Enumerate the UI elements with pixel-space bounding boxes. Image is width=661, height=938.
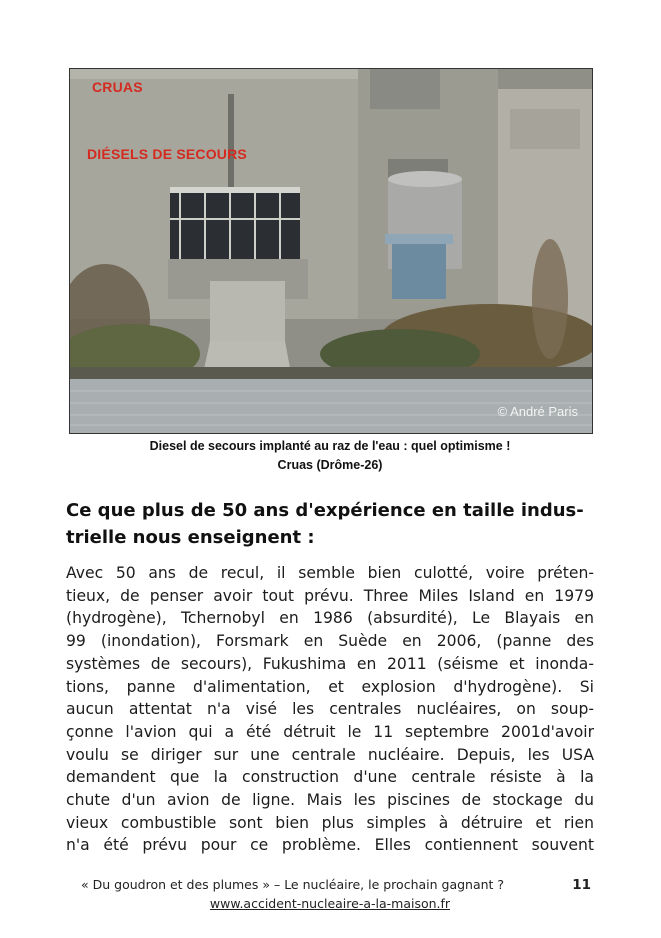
paragraph-line: n'a été prévu pour ce problème. Elles contiennent souvent <box>66 836 594 855</box>
paragraph-line: demandent que la construction d'une centrale résiste à la <box>66 768 594 787</box>
paragraph-line: voulu se diriger sur une centrale nucléaire. Depuis, les USA <box>66 745 594 764</box>
plant-photo <box>69 68 593 434</box>
heading-line: Ce que plus de 50 ans d'expérience en taille indus- <box>66 500 584 521</box>
paragraph-line: aucun attentat n'a visé les centrales nucléaires, on soup- <box>66 700 594 719</box>
paragraph-line: vieux combustible sont bien plus simples à détruire et rien <box>66 813 594 832</box>
paragraph-line: tieux, de penser avoir tout prévu. Three Miles Island en 1979 <box>66 586 594 605</box>
caption-line: Cruas (Drôme-26) <box>277 458 383 472</box>
paragraph-line: tions, panne d'alimentation, et explosion d'hydrogène). Si <box>66 677 594 696</box>
paragraph-line: çonne l'avion qui a été détruit le 11 septembre 2001d'avoir <box>66 722 594 741</box>
paragraph-line: systèmes de secours), Fukushima en 2011 (séisme et inonda- <box>66 654 594 673</box>
paragraph-line: 99 (inondation), Forsmark en Suède en 2006, (panne des <box>66 632 594 651</box>
footer-book-title: « Du goudron et des plumes » – Le nucléaire, le prochain gagnant ? <box>81 877 505 892</box>
heading-line: trielle nous enseignent : <box>66 527 315 548</box>
paragraph-line: (hydrogène), Tchernobyl en 1986 (absurdité), Le Blayais en <box>66 609 594 628</box>
photo-label-site: CRUAS <box>92 79 143 95</box>
photo-credit: © André Paris <box>497 404 578 419</box>
footer-url-link[interactable]: www.accident-nucleaire-a-la-maison.fr <box>209 896 451 911</box>
paragraph-line: Avec 50 ans de recul, il semble bien culotté, voire préten- <box>66 564 594 582</box>
section-heading <box>66 497 594 551</box>
caption-line: Diesel de secours implanté au raz de l'eau : quel optimisme ! <box>149 439 511 453</box>
photo-caption <box>69 437 591 475</box>
body-paragraph <box>66 562 594 857</box>
page-number: 11 <box>572 877 591 893</box>
photo-label-diesel: DIÉSELS DE SECOURS <box>87 146 247 162</box>
nuclear-plant-illustration <box>70 69 592 433</box>
paragraph-line: chute d'un avion de ligne. Mais les piscines de stockage du <box>66 791 594 810</box>
